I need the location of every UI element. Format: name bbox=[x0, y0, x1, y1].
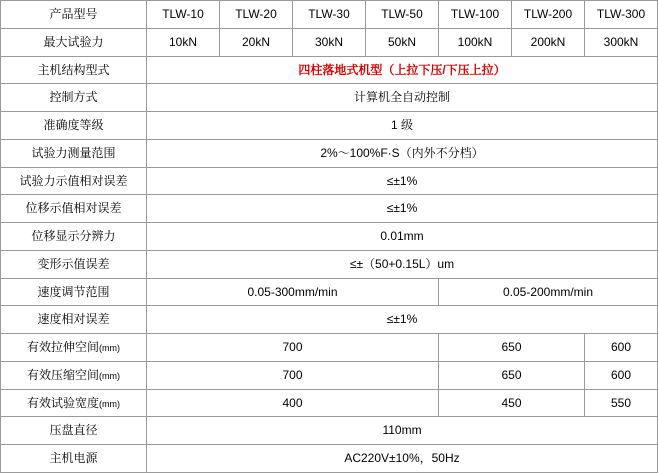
table-cell: TLW-200 bbox=[512, 1, 585, 29]
table-cell: 300kN bbox=[585, 28, 658, 56]
table-cell: TLW-10 bbox=[147, 1, 220, 29]
row-label-text: 位移示值相对误差 bbox=[25, 201, 122, 216]
table-cell: 700 bbox=[147, 361, 439, 389]
row-label-text: 速度相对误差 bbox=[37, 312, 110, 327]
table-cell: ≤±1% bbox=[147, 195, 658, 223]
row-label-text: 主机结构型式 bbox=[37, 62, 110, 77]
table-row bbox=[1, 417, 658, 445]
table-row bbox=[1, 223, 658, 251]
table-cell: TLW-20 bbox=[220, 1, 293, 29]
row-label-text: 准确度等级 bbox=[43, 118, 104, 133]
row-label bbox=[1, 389, 147, 417]
table-row bbox=[1, 334, 658, 362]
table-row bbox=[1, 1, 658, 29]
table-cell: 0.05-300mm/min bbox=[147, 278, 439, 306]
row-label bbox=[1, 139, 147, 167]
table-cell: 30kN bbox=[293, 28, 366, 56]
row-label bbox=[1, 28, 147, 56]
row-label-text: 主机电源 bbox=[49, 451, 98, 466]
row-label bbox=[1, 334, 147, 362]
table-cell: 650 bbox=[439, 334, 585, 362]
row-label bbox=[1, 112, 147, 140]
table-cell: 200kN bbox=[512, 28, 585, 56]
table-row bbox=[1, 278, 658, 306]
table-row bbox=[1, 112, 658, 140]
table-row bbox=[1, 445, 658, 473]
table-cell: 600 bbox=[585, 334, 658, 362]
row-label-unit: (mm) bbox=[99, 398, 120, 409]
row-label bbox=[1, 1, 147, 29]
table-row bbox=[1, 389, 658, 417]
row-label bbox=[1, 278, 147, 306]
row-label bbox=[1, 167, 147, 195]
table-cell: 0.05-200mm/min bbox=[439, 278, 658, 306]
table-cell: TLW-50 bbox=[366, 1, 439, 29]
table-row bbox=[1, 195, 658, 223]
table-row bbox=[1, 84, 658, 112]
row-label bbox=[1, 306, 147, 334]
row-label bbox=[1, 223, 147, 251]
row-label-unit: (mm) bbox=[99, 343, 120, 354]
table-cell: 100kN bbox=[439, 28, 512, 56]
table-row bbox=[1, 306, 658, 334]
table-row bbox=[1, 361, 658, 389]
table-cell: 10kN bbox=[147, 28, 220, 56]
table-cell: ≤±（50+0.15L）um bbox=[147, 250, 658, 278]
table-cell: 600 bbox=[585, 361, 658, 389]
table-cell: TLW-30 bbox=[293, 1, 366, 29]
row-label-text: 有效试验宽度 bbox=[26, 395, 99, 410]
row-label-text: 位移显示分辨力 bbox=[31, 229, 116, 244]
table-cell: ≤±1% bbox=[147, 167, 658, 195]
table-row bbox=[1, 167, 658, 195]
table-row bbox=[1, 56, 658, 84]
table-cell: 计算机全自动控制 bbox=[147, 84, 658, 112]
table-cell: 50kN bbox=[366, 28, 439, 56]
row-label bbox=[1, 84, 147, 112]
table-cell: 2%～100%F·S（内外不分档） bbox=[147, 139, 658, 167]
table-cell: 550 bbox=[585, 389, 658, 417]
table-row bbox=[1, 250, 658, 278]
row-label bbox=[1, 445, 147, 473]
row-label-text: 试验力示值相对误差 bbox=[19, 173, 128, 188]
table-row bbox=[1, 139, 658, 167]
table-cell: 20kN bbox=[220, 28, 293, 56]
table-cell: 110mm bbox=[147, 417, 658, 445]
row-label bbox=[1, 250, 147, 278]
row-label-text: 有效压缩空间 bbox=[26, 367, 99, 382]
row-label-text: 最大试验力 bbox=[43, 34, 104, 49]
table-cell: AC220V±10%，50Hz bbox=[147, 445, 658, 473]
row-label-text: 有效拉伸空间 bbox=[26, 340, 99, 355]
table-cell: ≤±1% bbox=[147, 306, 658, 334]
row-label-unit: (mm) bbox=[99, 370, 120, 381]
row-label bbox=[1, 56, 147, 84]
row-label-text: 控制方式 bbox=[49, 90, 98, 105]
table-cell: TLW-100 bbox=[439, 1, 512, 29]
row-label bbox=[1, 195, 147, 223]
table-cell: 400 bbox=[147, 389, 439, 417]
row-label bbox=[1, 417, 147, 445]
table-cell: 0.01mm bbox=[147, 223, 658, 251]
row-label-text: 压盘直径 bbox=[49, 423, 98, 438]
table-cell: 700 bbox=[147, 334, 439, 362]
table-cell: 四柱落地式机型（上拉下压/下压上拉） bbox=[147, 56, 658, 84]
table-body bbox=[1, 1, 658, 473]
row-label-text: 试验力测量范围 bbox=[31, 145, 116, 160]
table-cell: 450 bbox=[439, 389, 585, 417]
table-cell: 1 级 bbox=[147, 112, 658, 140]
row-label bbox=[1, 361, 147, 389]
row-label-text: 产品型号 bbox=[49, 7, 98, 22]
row-label-text: 速度调节范围 bbox=[37, 284, 110, 299]
table-cell: 650 bbox=[439, 361, 585, 389]
table-row bbox=[1, 28, 658, 56]
row-label-text: 变形示值误差 bbox=[37, 256, 110, 271]
table-cell: TLW-300 bbox=[585, 1, 658, 29]
